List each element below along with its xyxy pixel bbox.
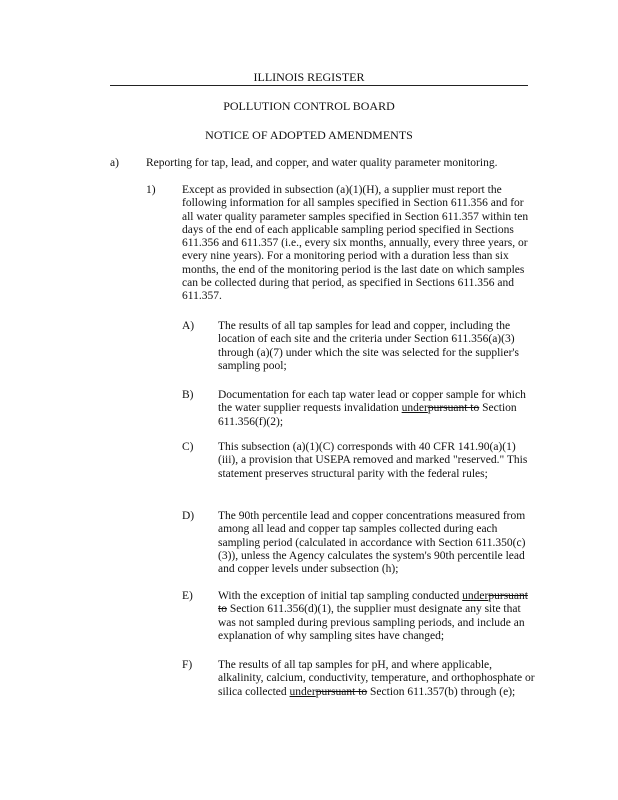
- item-A-text: The results of all tap samples for lead and copper, including the location of each site and the criteria under Section 611.356(a)(3) through (a)(7) under which the site was selected for the supplier's sampling pool;: [218, 320, 519, 372]
- notice-header: NOTICE OF ADOPTED AMENDMENTS: [205, 128, 413, 142]
- item-C-label: C): [182, 441, 194, 453]
- item-B-inserted: under: [401, 402, 428, 415]
- item-B-text-pre: Documentation for each tap water lead or copper sample for which the water supplier requests invalidation: [218, 389, 526, 415]
- item-F-text: [218, 659, 538, 699]
- item-A-label: A): [182, 320, 195, 332]
- item-B-text-post: Section 611.356(f)(2);: [218, 402, 517, 428]
- item-E-label: E): [182, 590, 193, 602]
- header-rule: [110, 85, 528, 86]
- item-B-text: [218, 389, 530, 429]
- item-1-text: Except as provided in subsection (a)(1)(H), a supplier must report the following information for all samples specified in Section 611.356 and for all water quality parameter samples specified in Section 611.357 within ten days of the end of each applicable sampling period specified in Sections 611.356 and 611.357 (i.e., every six months, annually, every three years, or every nine years). For a monitoring period with a duration less than six months, the end of the monitoring period is the last date on which samples can be collected during that period, as specified in Sections 611.356 and 611.357.: [182, 184, 529, 303]
- item-B-deleted: pursuant to: [427, 402, 480, 415]
- item-C-text: This subsection (a)(1)(C) corresponds with 40 CFR 141.90(a)(1)(iii), a provision that USEPA removed and marked "reserved." This statement preserves structural parity with the federal rules;: [218, 441, 528, 480]
- item-F-label: F): [182, 659, 193, 671]
- item-E-text-post: Section 611.356(d)(1), the supplier must designate any site that was not sampled during previous sampling periods, and include an explanation of why sampling sites have changed;: [218, 603, 525, 642]
- item-D-text: The 90th percentile lead and copper concentrations measured from among all lead and copper tap samples collected during each sampling period (calculated in accordance with Section 611.350(c)(3)), unless the Agency calculates the system's 90th percentile lead and copper levels under subsection (h);: [218, 510, 526, 576]
- item-1-label: 1): [146, 184, 156, 196]
- item-E-inserted: under: [462, 590, 489, 602]
- board-header: POLLUTION CONTROL BOARD: [223, 99, 395, 113]
- item-E-deleted: pursuant to: [218, 590, 528, 616]
- item-E-text: [218, 590, 538, 643]
- subsection-a-text: Reporting for tap, lead, and copper, and water quality parameter monitoring.: [146, 157, 498, 169]
- subsection-a-label: a): [110, 157, 119, 169]
- item-F-inserted: under: [289, 685, 316, 698]
- item-F-text-pre: The results of all tap samples for pH, and where applicable, alkalinity, calcium, conductivity, temperature, and orthophosphate or silica collected: [218, 659, 535, 698]
- item-F-deleted: pursuant to: [315, 685, 368, 698]
- register-header: ILLINOIS REGISTER: [253, 70, 365, 84]
- item-F-text-post: Section 611.357(b) through (e);: [367, 685, 516, 698]
- item-D-label: D): [182, 510, 195, 522]
- item-B-label: B): [182, 389, 194, 401]
- item-E-text-pre: With the exception of initial tap sampling conducted: [218, 590, 463, 602]
